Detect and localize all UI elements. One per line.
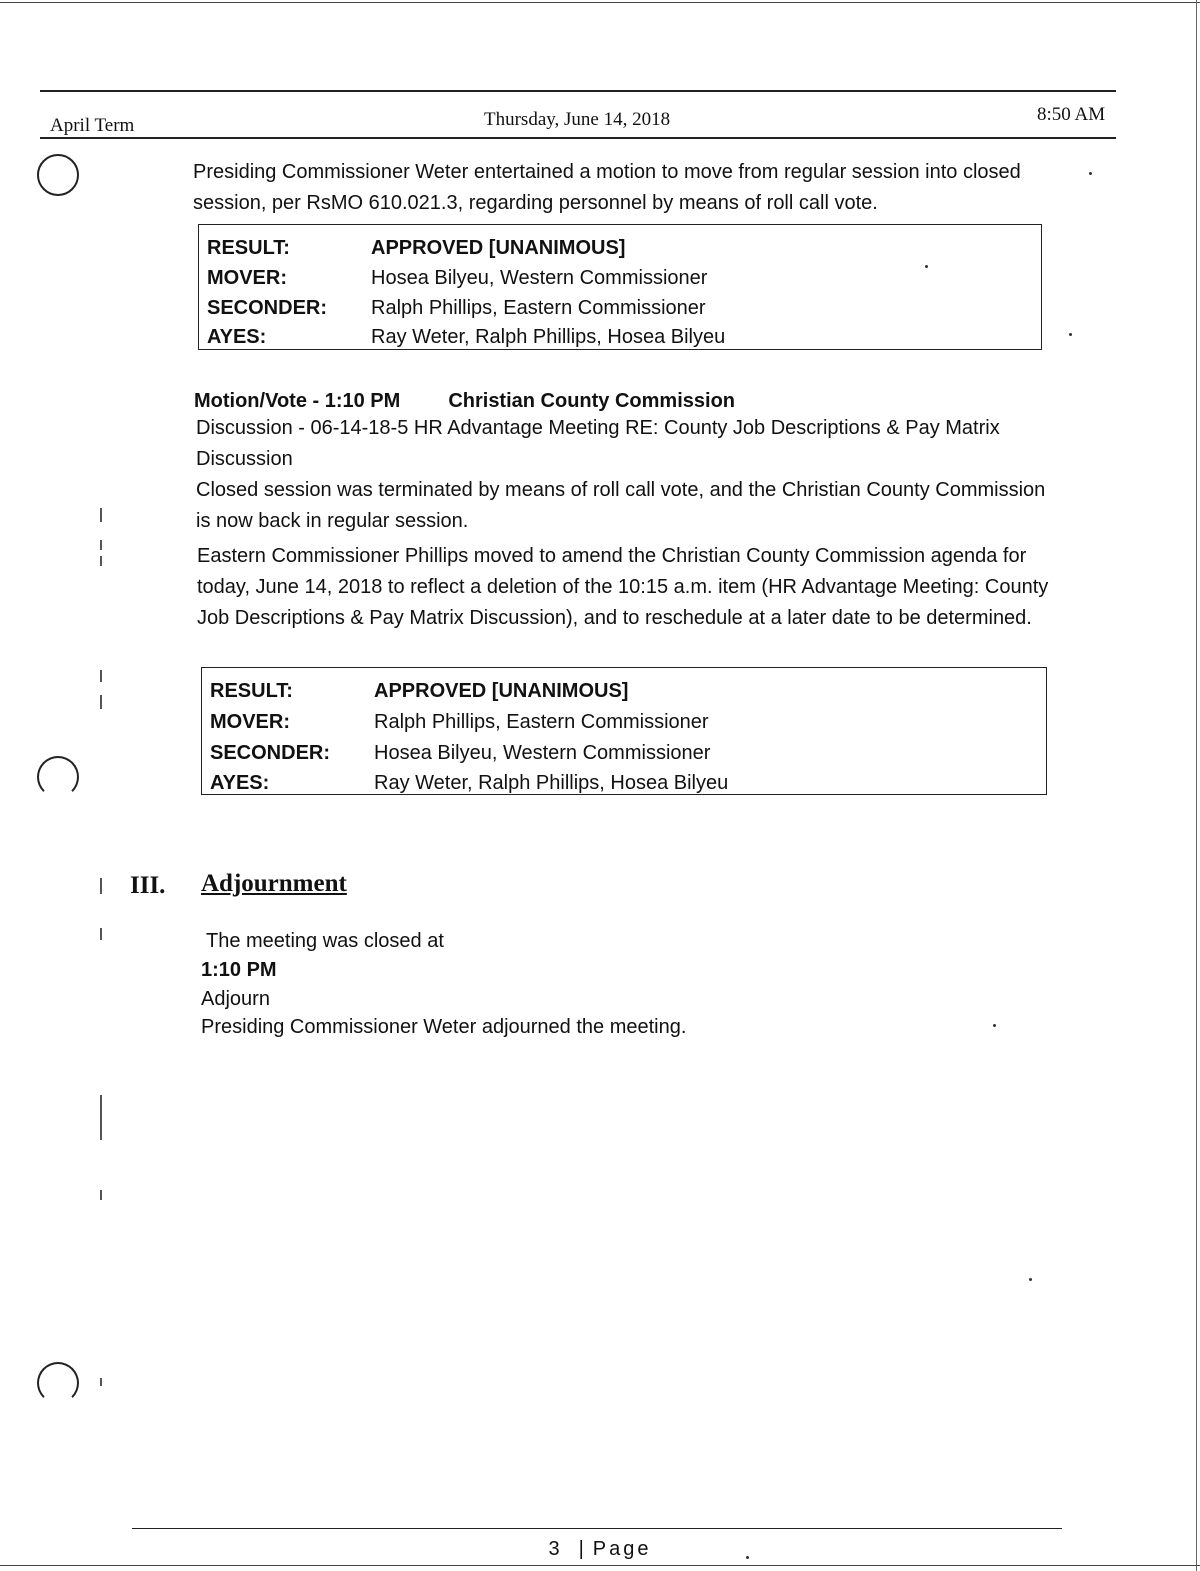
section-number: III.	[130, 872, 166, 899]
closed-at-text: The meeting was closed at	[206, 930, 444, 952]
closed-terminated-text: Closed session was terminated by means of roll call vote, and the Christian County Commission is now back in regular session.	[196, 479, 1046, 532]
header-rule-top	[40, 90, 1116, 92]
result-value: APPROVED [UNANIMOUS]	[374, 680, 629, 702]
page-separator: |	[578, 1538, 587, 1560]
mover-label: MOVER:	[210, 711, 290, 733]
page-number: 3	[548, 1538, 563, 1560]
header-rule-bottom	[40, 137, 1116, 139]
ayes-value: Ray Weter, Ralph Phillips, Hosea Bilyeu	[371, 326, 726, 348]
page-label: Page	[592, 1538, 652, 1560]
adjourn-label: Adjourn	[201, 988, 270, 1010]
scan-mark	[100, 1095, 102, 1140]
motion-vote-details	[196, 413, 1056, 537]
discussion-text: Discussion - 06-14-18-5 HR Advantage Meeting RE: County Job Descriptions & Pay Matrix Discussion	[196, 417, 1000, 470]
seconder-value: Ralph Phillips, Eastern Commissioner	[371, 297, 706, 319]
closed-session-motion-text: Presiding Commissioner Weter entertained a motion to move from regular session into closed session, per RsMO 610.021.3, regarding personnel by means of roll call vote.	[193, 161, 1021, 214]
result-value: APPROVED [UNANIMOUS]	[371, 237, 626, 259]
scan-mark	[100, 508, 102, 522]
binder-hole-icon	[37, 1362, 79, 1404]
adjourn-time: 1:10 PM	[201, 959, 277, 981]
scan-mark	[100, 695, 102, 709]
vote-result-table	[198, 224, 1042, 350]
vote-row-mover	[207, 263, 707, 294]
ayes-label: AYES:	[207, 326, 267, 348]
result-label: RESULT:	[210, 680, 293, 702]
mover-label: MOVER:	[207, 267, 287, 289]
page-footer	[0, 1538, 1200, 1561]
scan-mark	[100, 928, 102, 940]
scan-mark	[100, 556, 102, 566]
vote-row-ayes	[210, 768, 728, 799]
motion-vote-heading	[194, 390, 735, 413]
vote-row-seconder	[207, 293, 706, 324]
scan-speck	[993, 1024, 996, 1027]
mover-value: Hosea Bilyeu, Western Commissioner	[371, 267, 708, 289]
seconder-label: SECONDER:	[207, 297, 328, 319]
motion-vote-time: Motion/Vote - 1:10 PM	[194, 390, 401, 412]
result-label: RESULT:	[207, 237, 290, 259]
scan-speck	[1029, 1278, 1032, 1281]
binder-hole-icon	[37, 154, 79, 196]
scan-speck	[1069, 333, 1072, 336]
scan-speck	[746, 1556, 749, 1559]
ayes-value: Ray Weter, Ralph Phillips, Hosea Bilyeu	[374, 772, 729, 794]
header-date: Thursday, June 14, 2018	[484, 109, 671, 130]
ayes-label: AYES:	[210, 772, 270, 794]
seconder-value: Hosea Bilyeu, Western Commissioner	[374, 742, 711, 764]
vote-result-table	[201, 667, 1047, 795]
vote-row-ayes	[207, 322, 725, 353]
vote-row-seconder	[210, 738, 710, 769]
footer-rule	[132, 1528, 1062, 1529]
seconder-label: SECONDER:	[210, 742, 331, 764]
scan-mark	[100, 540, 102, 550]
scan-mark	[100, 1190, 102, 1200]
scan-mark	[100, 1378, 102, 1386]
section-title: Adjournment	[201, 870, 347, 897]
scan-mark	[100, 670, 102, 682]
scan-mark	[100, 878, 102, 894]
adjourn-text: Presiding Commissioner Weter adjourned the meeting.	[201, 1016, 687, 1038]
vote-row-mover	[210, 707, 709, 738]
scan-speck	[925, 265, 928, 268]
motion-vote-body: Christian County Commission	[448, 390, 736, 412]
scan-border-right	[1196, 0, 1197, 1571]
vote-row-result	[210, 676, 628, 707]
header-term: April Term	[50, 115, 135, 136]
header-time: 8:50 AM	[1037, 104, 1106, 125]
vote-row-result	[207, 233, 625, 264]
scan-border-bottom	[0, 1565, 1200, 1566]
binder-hole-icon	[37, 756, 79, 798]
scan-border-top	[0, 2, 1200, 3]
amend-agenda-text: Eastern Commissioner Phillips moved to amend the Christian County Commission agenda for today, June 14, 2018 to reflect a deletion of the 10:15 a.m. item (HR Advantage Meeting: County Job Descriptions & Pay Matrix Discussion), and to reschedule at a later date to be determined.	[197, 545, 1049, 629]
mover-value: Ralph Phillips, Eastern Commissioner	[374, 711, 709, 733]
scan-speck	[1089, 172, 1092, 175]
